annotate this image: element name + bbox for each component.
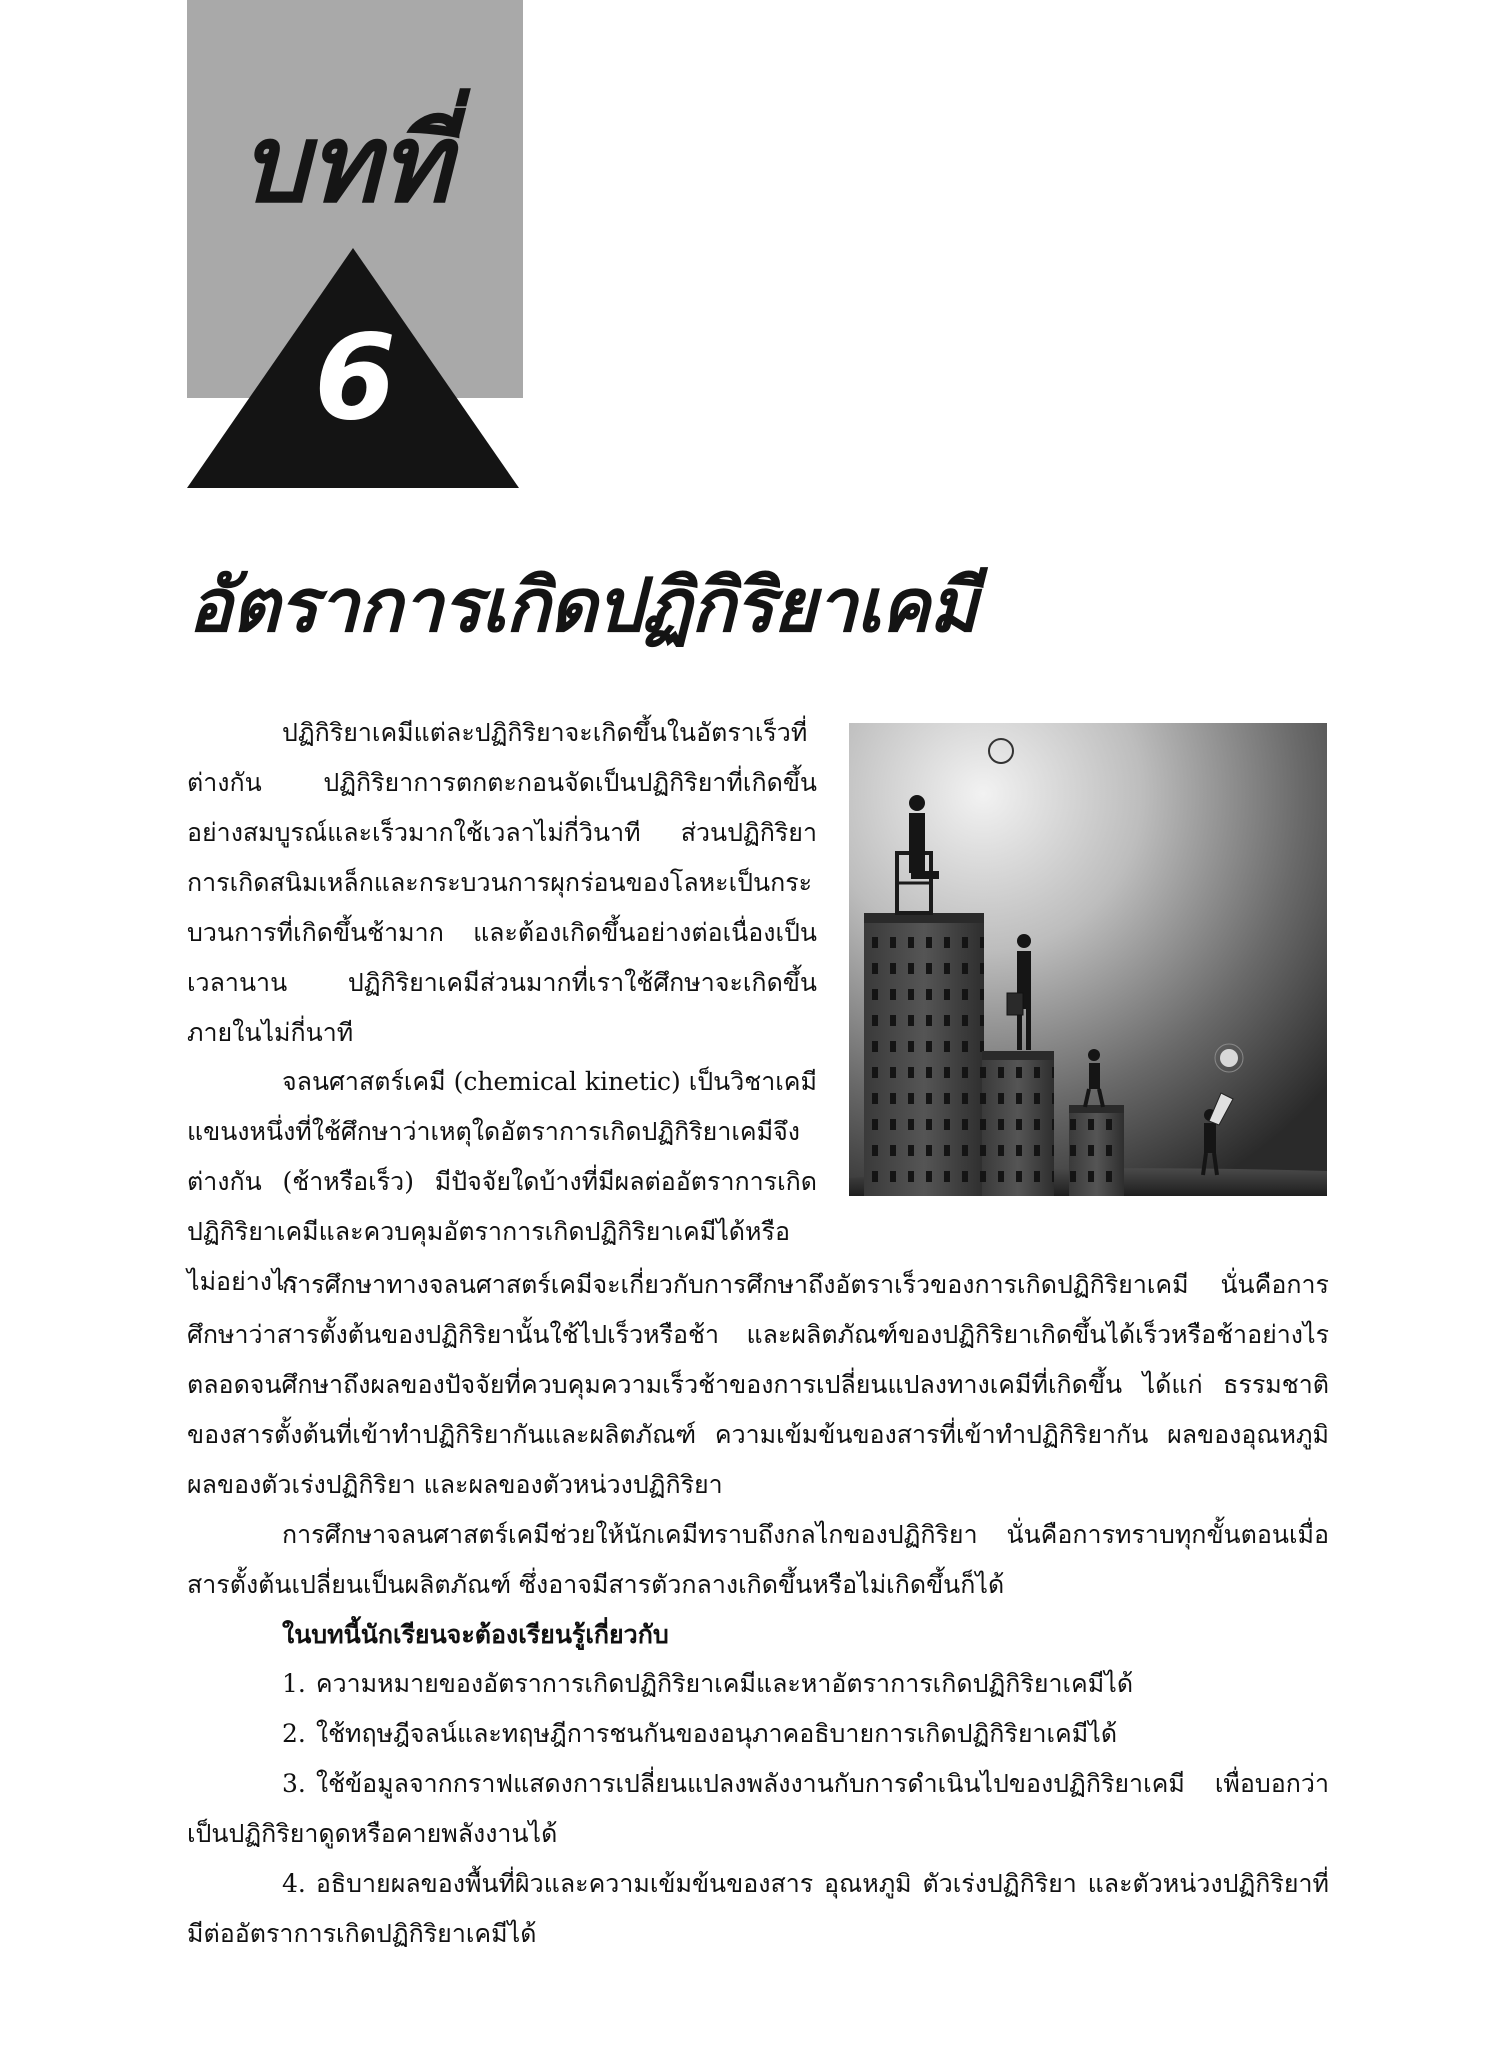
objective-number: 1. — [282, 1669, 306, 1698]
objective-number: 4. — [282, 1869, 306, 1898]
objective-text: ใช้ข้อมูลจากกราฟแสดงการเปลี่ยนแปลงพลังงานกับการดำเนินไปของปฏิกิริยาเคมี เพื่อบอกว่าเป็นปฏิกิริยาดูดหรือคายพลังงานได้ — [187, 1769, 1329, 1848]
objective-number: 2. — [282, 1719, 306, 1748]
objective-item — [187, 1709, 1329, 1759]
objective-text: ความหมายของอัตราการเกิดปฏิกิริยาเคมีและหาอัตราการเกิดปฏิกิริยาเคมีได้ — [315, 1669, 1134, 1698]
objective-item — [187, 1759, 1329, 1859]
chapter-label: บทที่ — [240, 101, 451, 227]
kinetics-study-paragraph: การศึกษาทางจลนศาสตร์เคมีจะเกี่ยวกับการศึกษาถึงอัตราเร็วของการเกิดปฏิกิริยาเคมี นั่นคือการศึกษาว่าสารตั้งต้นของปฏิกิริยานั้นใช้ไปเร็วหรือช้า และผลิตภัณฑ์ของปฏิกิริยาเกิดขึ้นได้เร็วหรือช้าอย่างไร ตลอดจนศึกษาถึงผลของปัจจัยที่ควบคุมความเร็วช้าของการเปลี่ยนแปลงทางเคมีที่เกิดขึ้น ได้แก่ ธรรมชาติของสารตั้งต้นที่เข้าทำปฏิกิริยากันและผลิตภัณฑ์ ความเข้มข้นของสารที่เข้าทำปฏิกิริยากัน ผลของอุณหภูมิ ผลของตัวเร่งปฏิกิริยา และผลของตัวหน่วงปฏิกิริยา — [187, 1270, 1329, 1499]
kinetics-definition-paragraph: จลนศาสตร์เคมี (chemical kinetic) เป็นวิชาเคมีแขนงหนึ่งที่ใช้ศึกษาว่าเหตุใดอัตราการเกิดปฏิกิริยาเคมีจึงต่างกัน (ช้าหรือเร็ว) มีปัจจัยใดบ้างที่มีผลต่ออัตราการเกิดปฏิกิริยาเคมีและควบคุมอัตราการเกิดปฏิกิริยาเคมีได้หรือไม่อย่างไร — [187, 1067, 817, 1296]
buildings-illustration — [849, 723, 1327, 1196]
objective-text: อธิบายผลของพื้นที่ผิวและความเข้มข้นของสาร อุณหภูมิ ตัวเร่งปฏิกิริยา และตัวหน่วงปฏิกิริยาที่มีต่ออัตราการเกิดปฏิกิริยาเคมีได้ — [187, 1869, 1329, 1948]
objective-item — [187, 1659, 1329, 1709]
objective-number: 3. — [282, 1769, 306, 1798]
objective-text: ใช้ทฤษฎีจลน์และทฤษฎีการชนกันของอนุภาคอธิบายการเกิดปฏิกิริยาเคมีได้ — [315, 1719, 1118, 1748]
intro-paragraph: ปฏิกิริยาเคมีแต่ละปฏิกิริยาจะเกิดขึ้นในอัตราเร็วที่ต่างกัน ปฏิกิริยาการตกตะกอนจัดเป็นปฏิกิริยาที่เกิดขึ้นอย่างสมบูรณ์และเร็วมากใช้เวลาไม่กี่วินาที ส่วนปฏิกิริยาการเกิดสนิมเหล็กและกระบวนการผุกร่อนของโลหะเป็นกระบวนการที่เกิดขึ้นช้ามาก และต้องเกิดขึ้นอย่างต่อเนื่องเป็นเวลานาน ปฏิกิริยาเคมีส่วนมากที่เราใช้ศึกษาจะเกิดขึ้นภายในไม่กี่นาที — [187, 718, 817, 1047]
objectives-heading: ในบทนี้นักเรียนจะต้องเรียนรู้เกี่ยวกับ — [282, 1620, 669, 1649]
chapter-number: 6 — [313, 308, 397, 446]
objectives-list — [187, 1659, 1329, 1959]
mechanism-paragraph: การศึกษาจลนศาสตร์เคมีช่วยให้นักเคมีทราบถึงกลไกของปฏิกิริยา นั่นคือการทราบทุกขั้นตอนเมื่อสารตั้งต้นเปลี่ยนเป็นผลิตภัณฑ์ ซึ่งอาจมีสารตัวกลางเกิดขึ้นหรือไม่เกิดขึ้นก็ได้ — [187, 1520, 1329, 1599]
page-title: อัตราการเกิดปฏิกิริยาเคมี — [188, 563, 977, 649]
objective-item — [187, 1859, 1329, 1959]
